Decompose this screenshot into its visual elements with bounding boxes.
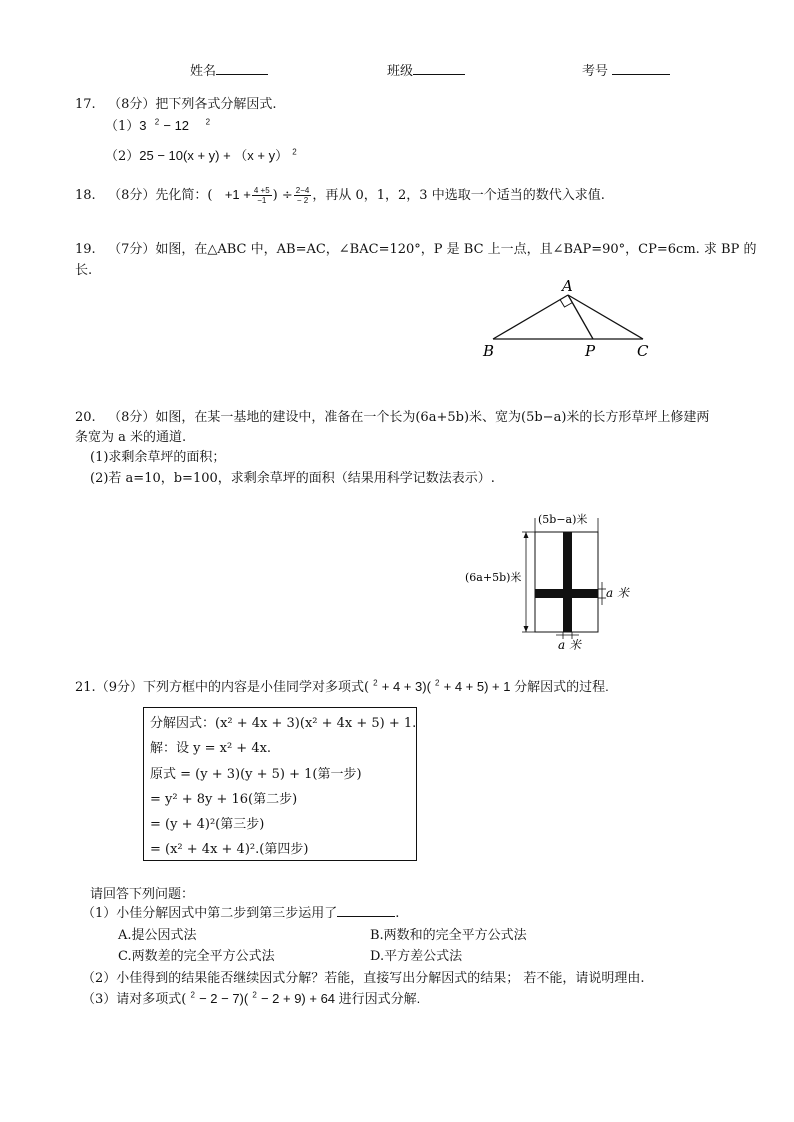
q17-p2-exp: 2 [292,147,297,157]
q17-p1-a: 3 [139,118,147,133]
box-line-2: 解：设 y = x² + 4x. [150,741,272,756]
q20-line1: （8分）如图，在某一基地的建设中，准备在一个长为(6a+5b)米、宽为(5b−a)米的长方形草坪上修建两 [108,410,710,425]
q17-p1-b: − 12 [163,118,190,133]
header-exam-no [582,60,670,79]
box-line-3: 原式 = (y + 3)(y + 5) + 1(第一步) [150,767,362,782]
q19-line2: 长. [75,263,93,278]
q17-p1-exp1: 2 [154,117,160,127]
q21-option-b[interactable]: B.两数和的完全平方公式法 [370,928,527,943]
left-dim-arrow-up [524,532,529,538]
q17-stem [75,93,277,112]
left-dim-label: (6a+5b)米 [465,571,522,584]
q21-option-a[interactable]: A.提公因式法 [118,928,197,943]
q21-exp1: 2 [373,678,378,688]
q19-line1: （7分）如图，在△ABC 中，AB=AC，∠BAC=120°，P 是 BC 上一点，且∠BAP=90°，CP=6cm. 求 BP 的 [108,242,757,257]
q21-option-d[interactable]: D.平方差公式法 [370,949,463,964]
q21-sub3-text-b: − 2 − 7)( [199,991,249,1006]
q21-sub1 [82,902,399,921]
q17-part2 [105,145,297,164]
q18-text-d: ，再从 0，1，2，3 中选取一个适当的数代入求值. [312,188,605,203]
q21-text-c: + 4 + 5) + 1 分解因式的过程. [443,679,609,694]
segment-ac [568,295,643,339]
q18-frac1-den: −1 [257,196,267,205]
q17-p2-label: （2） [105,149,140,164]
right-dim-label: a 米 [606,586,629,600]
q21-sub1-blank[interactable] [337,904,395,917]
bottom-dim-label: a 米 [558,638,581,652]
name-label: 姓名 [190,64,217,79]
q20-line2: 条宽为 a 米的通道. [75,430,187,445]
top-dim-label: (5b−a)米 [538,513,588,526]
q21-stem [75,676,609,695]
label-p: P [585,342,596,360]
q20-sub1: (1)求剩余草坪的面积； [90,450,226,465]
q18-number: 18. [75,188,96,203]
box-line-6: = (x² + 4x + 4)².(第四步) [150,842,309,857]
q18-text-b: +1 + [224,187,251,202]
q21-prompt: 请回答下列问题： [90,887,195,902]
header-class [387,60,465,79]
q18-stem [75,184,605,205]
label-a: A [562,277,573,295]
q18-fraction-2 [294,186,312,205]
q21-exp2: 2 [435,678,440,688]
q19-number: 19. [75,242,96,257]
q18-fraction-1 [252,186,272,205]
q21-sub1-end: . [395,906,400,921]
q20-stem [75,406,709,425]
class-label: 班级 [387,64,414,79]
q20-lawn-figure [460,508,640,653]
q20-number: 20. [75,410,96,425]
left-dim-arrow-down [524,626,529,632]
q17-part1 [105,115,210,134]
q21-option-c[interactable]: C.两数差的完全平方公式法 [118,949,275,964]
vertical-path [563,532,572,632]
q18-frac2-num: 2−4 [295,186,310,195]
q17-text: （8分）把下列各式分解因式. [108,97,277,112]
exam-no-label: 考号 [582,64,609,79]
q20-sub2: (2)若 a=10，b=100，求剩余草坪的面积（结果用科学记数法表示）. [90,471,495,486]
exam-no-blank[interactable] [612,62,670,75]
q18-frac1-num: 4 +5 [253,186,270,195]
q21-sub2: （2）小佳得到的结果能否继续因式分解？若能，直接写出分解因式的结果； 若不能，请说明理由. [82,971,645,986]
name-blank[interactable] [216,62,268,75]
label-b: B [483,342,495,360]
q19-triangle-figure [480,276,660,360]
box-line-1: 分解因式：(x² + 4x + 3)(x² + 4x + 5) + 1. [150,716,417,731]
label-c: C [637,342,649,360]
q21-number: 21. [75,680,96,695]
q21-sub3-exp1: 2 [190,990,195,1000]
box-line-4: = y² + 8y + 16(第二步) [150,792,298,807]
q21-sub3-text-c: − 2 + 9) + 64 进行因式分解. [260,991,421,1006]
q17-p1-label: （1） [105,119,140,134]
q21-sub1-text: （1）小佳分解因式中第二步到第三步运用了 [82,906,338,921]
q21-text-b: + 4 + 3)( [381,679,431,694]
q21-sub3-text-a: （3）请对多项式( [82,992,187,1007]
q21-solution-box [143,707,417,861]
q21-sub3 [82,988,420,1007]
horizontal-path [535,589,598,598]
q17-p2-expr: 25 − 10(x + y) + （x + y） [139,148,289,163]
class-blank[interactable] [413,62,465,75]
segment-ba [493,295,568,339]
q21-text-a: （9分）下列方框中的内容是小佳同学对多项式( [95,680,370,695]
q18-text-c: ) ÷ [272,188,293,203]
q19-stem [75,238,756,257]
q18-frac2-den: − 2 [296,196,309,205]
header-name [190,60,268,79]
q17-number: 17. [75,97,96,112]
box-line-5: = (y + 4)²(第三步) [150,817,265,832]
q17-p1-exp2: 2 [205,117,211,127]
q18-text-a: （8分）先化简：( [108,188,213,203]
q21-sub3-exp2: 2 [252,990,257,1000]
